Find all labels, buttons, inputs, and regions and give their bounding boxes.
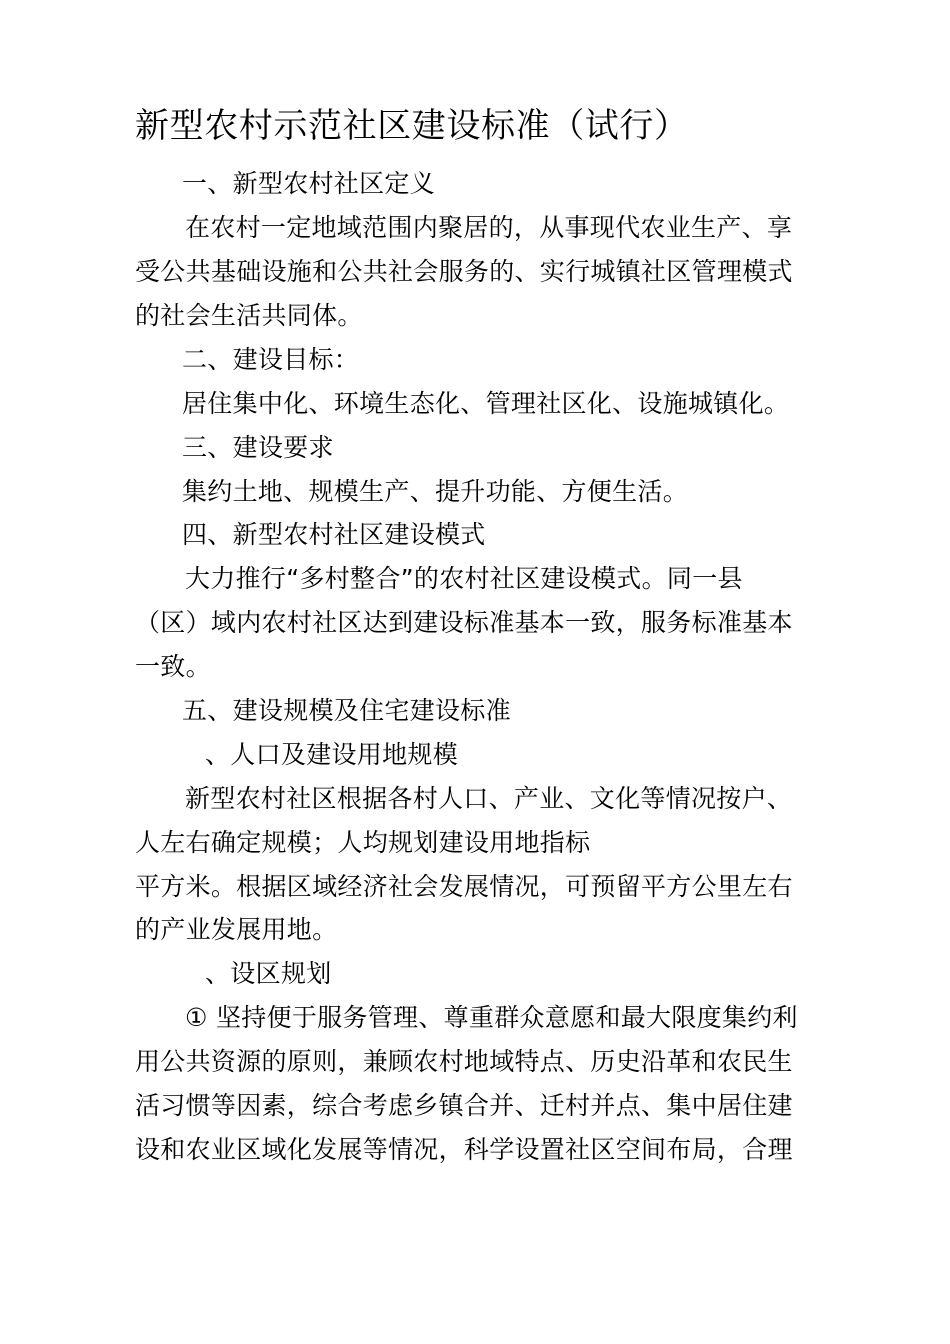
section-heading-4: 四、新型农村社区建设模式 bbox=[182, 520, 486, 549]
subsection-heading: 、人口及建设用地规模 bbox=[205, 740, 459, 769]
paragraph-line: 设和农业区域化发展等情况，科学设置社区空间布局，合理 bbox=[135, 1135, 793, 1164]
paragraph-line: 居住集中化、环境生态化、管理社区化、设施城镇化。 bbox=[182, 389, 790, 418]
paragraph-line: 大力推行“多村整合”的农村社区建设模式。同一县 bbox=[185, 564, 743, 593]
paragraph-line: 的产业发展用地。 bbox=[135, 915, 338, 944]
paragraph-line: 的社会生活共同体。 bbox=[135, 301, 363, 330]
paragraph-line: 人左右确定规模；人均规划建设用地指标 bbox=[135, 828, 591, 857]
section-heading-5: 五、建设规模及住宅建设标准 bbox=[182, 696, 511, 725]
section-heading-1: 一、新型农村社区定义 bbox=[182, 169, 436, 198]
paragraph-line: 集约土地、规模生产、提升功能、方便生活。 bbox=[182, 477, 689, 506]
paragraph-line: 活习惯等因素，综合考虑乡镇合并、迁村并点、集中居住建 bbox=[135, 1091, 793, 1120]
paragraph-line: 一致。 bbox=[135, 652, 211, 681]
subsection-heading: 、设区规划 bbox=[205, 959, 332, 988]
paragraph-line: 平方米。根据区域经济社会发展情况，可预留平方公里左右 bbox=[135, 872, 793, 901]
section-heading-3: 三、建设要求 bbox=[182, 433, 334, 462]
paragraph-line: ① 坚持便于服务管理、尊重群众意愿和最大限度集约利 bbox=[185, 1003, 798, 1032]
paragraph-line: （区）域内农村社区达到建设标准基本一致，服务标准基本 bbox=[135, 608, 793, 637]
paragraph-line: 在农村一定地域范围内聚居的，从事现代农业生产、享 bbox=[185, 213, 793, 242]
section-heading-2: 二、建设目标： bbox=[182, 345, 360, 374]
paragraph-line: 新型农村社区根据各村人口、产业、文化等情况按户、 bbox=[185, 784, 793, 813]
paragraph-line: 用公共资源的原则，兼顾农村地域特点、历史沿革和农民生 bbox=[135, 1047, 793, 1076]
document-title: 新型农村示范社区建设标准（试行） bbox=[135, 106, 689, 146]
paragraph-line: 受公共基础设施和公共社会服务的、实行城镇社区管理模式 bbox=[135, 257, 793, 286]
